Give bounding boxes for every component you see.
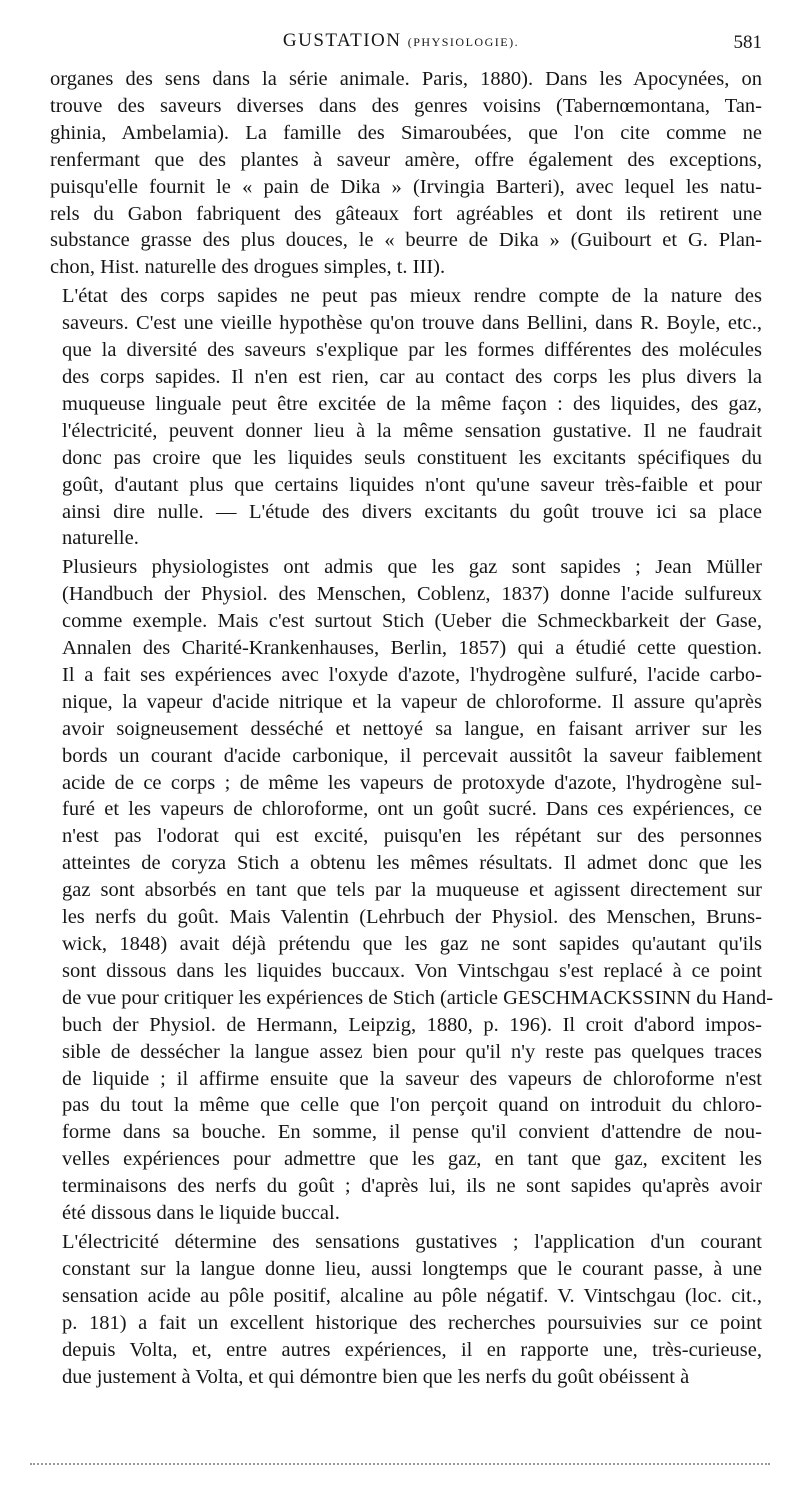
text-line: L'état des corps sapides ne peut pas mieux rendre compte de la nature des: [62, 285, 762, 308]
text-line: buch der Physiol. de Hermann, Leipzig, 1880, p. 196). Il croit d'abord impos-: [62, 1013, 762, 1036]
text-line: constant sur la langue donne lieu, aussi longtemps que le courant passe, à une: [62, 1257, 762, 1280]
text-line: (Handbuch der Physiol. des Menschen, Coblenz, 1837) donne l'acide sulfureux: [62, 583, 762, 606]
text-line: velles expériences pour admettre que les gaz, en tant que gaz, excitent les: [62, 1148, 762, 1171]
paragraph: [50, 283, 762, 552]
page-header: [40, 30, 762, 60]
text-line: furé et les vapeurs de chloroforme, ont un goût sucré. Dans ces expériences, ce: [62, 798, 762, 821]
text-line: renfermant que des plantes à saveur amère, offre également des exceptions,: [50, 148, 762, 171]
text-line: acide de ce corps ; de même les vapeurs de protoxyde d'azote, l'hydrogène sul-: [62, 771, 762, 794]
text-line: que la diversité des saveurs s'explique par les formes différentes des molécules: [62, 339, 762, 362]
text-line: comme exemple. Mais c'est surtout Stich (Ueber die Schmeckbarkeit der Gase,: [62, 610, 762, 633]
text-line: de liquide ; il affirme ensuite que la saveur des vapeurs de chloroforme n'est: [62, 1067, 762, 1090]
text-line: ghinia, Ambelamia). La famille des Simaroubées, que l'on cite comme ne: [50, 121, 762, 144]
text-line: depuis Volta, et, entre autres expériences, il en rapporte une, très-curieuse,: [62, 1338, 762, 1361]
text-line: substance grasse des plus douces, le « beurre de Dika » (Guibourt et G. Plan-: [50, 229, 762, 252]
paragraph: [50, 66, 762, 281]
text-line: l'électricité, peuvent donner lieu à la même sensation gustative. Il ne faudrait: [62, 419, 762, 442]
text-line: Annalen des Charité-Krankenhauses, Berlin, 1857) qui a étudié cette question.: [62, 637, 762, 660]
text-line: terminaisons des nerfs du goût ; d'après lui, ils ne sont sapides qu'après avoir: [62, 1175, 762, 1198]
text-line: ainsi dire nulle. — L'étude des divers excitants du goût trouve ici sa place: [62, 500, 762, 523]
text-line: trouve des saveurs diverses dans des genres voisins (Tabernœmontana, Tan-: [50, 94, 762, 117]
text-line: p. 181) a fait un excellent historique des recherches poursuivies sur ce point: [62, 1311, 762, 1334]
text-line: avoir soigneusement desséché et nettoyé sa langue, en faisant arriver sur les: [62, 717, 762, 740]
text-line: saveurs. C'est une vieille hypothèse qu'on trouve dans Bellini, dans R. Boyle, etc.,: [62, 312, 762, 335]
text-line: bords un courant d'acide carbonique, il percevait aussitôt la saveur faiblement: [62, 744, 762, 767]
footer-dotted-rule: [30, 1463, 770, 1469]
running-title-main: GUSTATION: [282, 30, 402, 51]
text-line: été dissous dans le liquide buccal.: [62, 1202, 340, 1225]
text-line: chon, Hist. naturelle des drogues simples, t. III).: [50, 256, 446, 279]
text-line: de vue pour critiquer les expériences de Stich (article GESCHMACKSSINN du Hand-: [62, 986, 774, 1009]
text-line: muqueuse linguale peut être excitée de la même façon : des liquides, des gaz,: [62, 392, 762, 415]
text-line: wick, 1848) avait déjà prétendu que les gaz ne sont sapides qu'autant qu'ils: [62, 933, 762, 955]
text-line: organes des sens dans la série animale. Paris, 1880). Dans les Apocynées, on: [50, 68, 762, 90]
text-line: des corps sapides. Il n'en est rien, car au contact des corps les plus divers la: [62, 365, 762, 388]
running-title-sub: (PHYSIOLOGIE).: [407, 35, 520, 49]
paragraph: [50, 554, 774, 1227]
text-line: sible de dessécher la langue assez bien pour qu'il n'y reste pas quelques traces: [62, 1040, 762, 1063]
text-line: rels du Gabon fabriquent des gâteaux fort agréables et dont ils retirent une: [50, 202, 762, 225]
text-line: forme dans sa bouche. En somme, il pense qu'il convient d'attendre de nou-: [62, 1121, 762, 1144]
text-line: pas du tout la même que celle que l'on perçoit quand on introduit du chloro-: [62, 1094, 762, 1117]
text-line: atteintes de coryza Stich a obtenu les mêmes résultats. Il admet donc que les: [62, 852, 762, 875]
text-line: Plusieurs physiologistes ont admis que les gaz sont sapides ; Jean Müller: [62, 556, 762, 579]
text-line: puisqu'elle fournit le « pain de Dika » (Irvingia Barteri), avec lequel les natu-: [50, 175, 762, 198]
running-title: [40, 30, 762, 52]
text-line: sensation acide au pôle positif, alcaline au pôle négatif. V. Vintschgau (loc. cit.,: [62, 1284, 762, 1307]
text-line: nique, la vapeur d'acide nitrique et la vapeur de chloroforme. Il assure qu'après: [62, 690, 762, 713]
text-line: les nerfs du goût. Mais Valentin (Lehrbuch der Physiol. des Menschen, Bruns-: [62, 906, 762, 929]
text-line: naturelle.: [62, 527, 139, 550]
text-line: donc pas croire que les liquides seuls constituent les excitants spécifiques du: [62, 446, 762, 469]
text-line: Il a fait ses expériences avec l'oxyde d'azote, l'hydrogène sulfuré, l'acide carbo-: [62, 663, 762, 686]
text-line: due justement à Volta, et qui démontre bien que les nerfs du goût obéissent à: [62, 1365, 690, 1388]
text-line: goût, d'autant plus que certains liquides n'ont qu'une saveur très-faible et pour: [62, 473, 762, 496]
body-text: [50, 66, 774, 1392]
text-line: n'est pas l'odorat qui est excité, puisqu'en les répétant sur des personnes: [62, 825, 762, 848]
paragraph: [50, 1229, 762, 1390]
text-line: sont dissous dans les liquides buccaux. Von Vintschgau s'est replacé à ce point: [62, 959, 762, 982]
text-line: L'électricité détermine des sensations gustatives ; l'application d'un courant: [62, 1230, 762, 1253]
page-number: 581: [733, 32, 762, 53]
text-line: gaz sont absorbés en tant que tels par la muqueuse et agissent directement sur: [62, 879, 762, 902]
